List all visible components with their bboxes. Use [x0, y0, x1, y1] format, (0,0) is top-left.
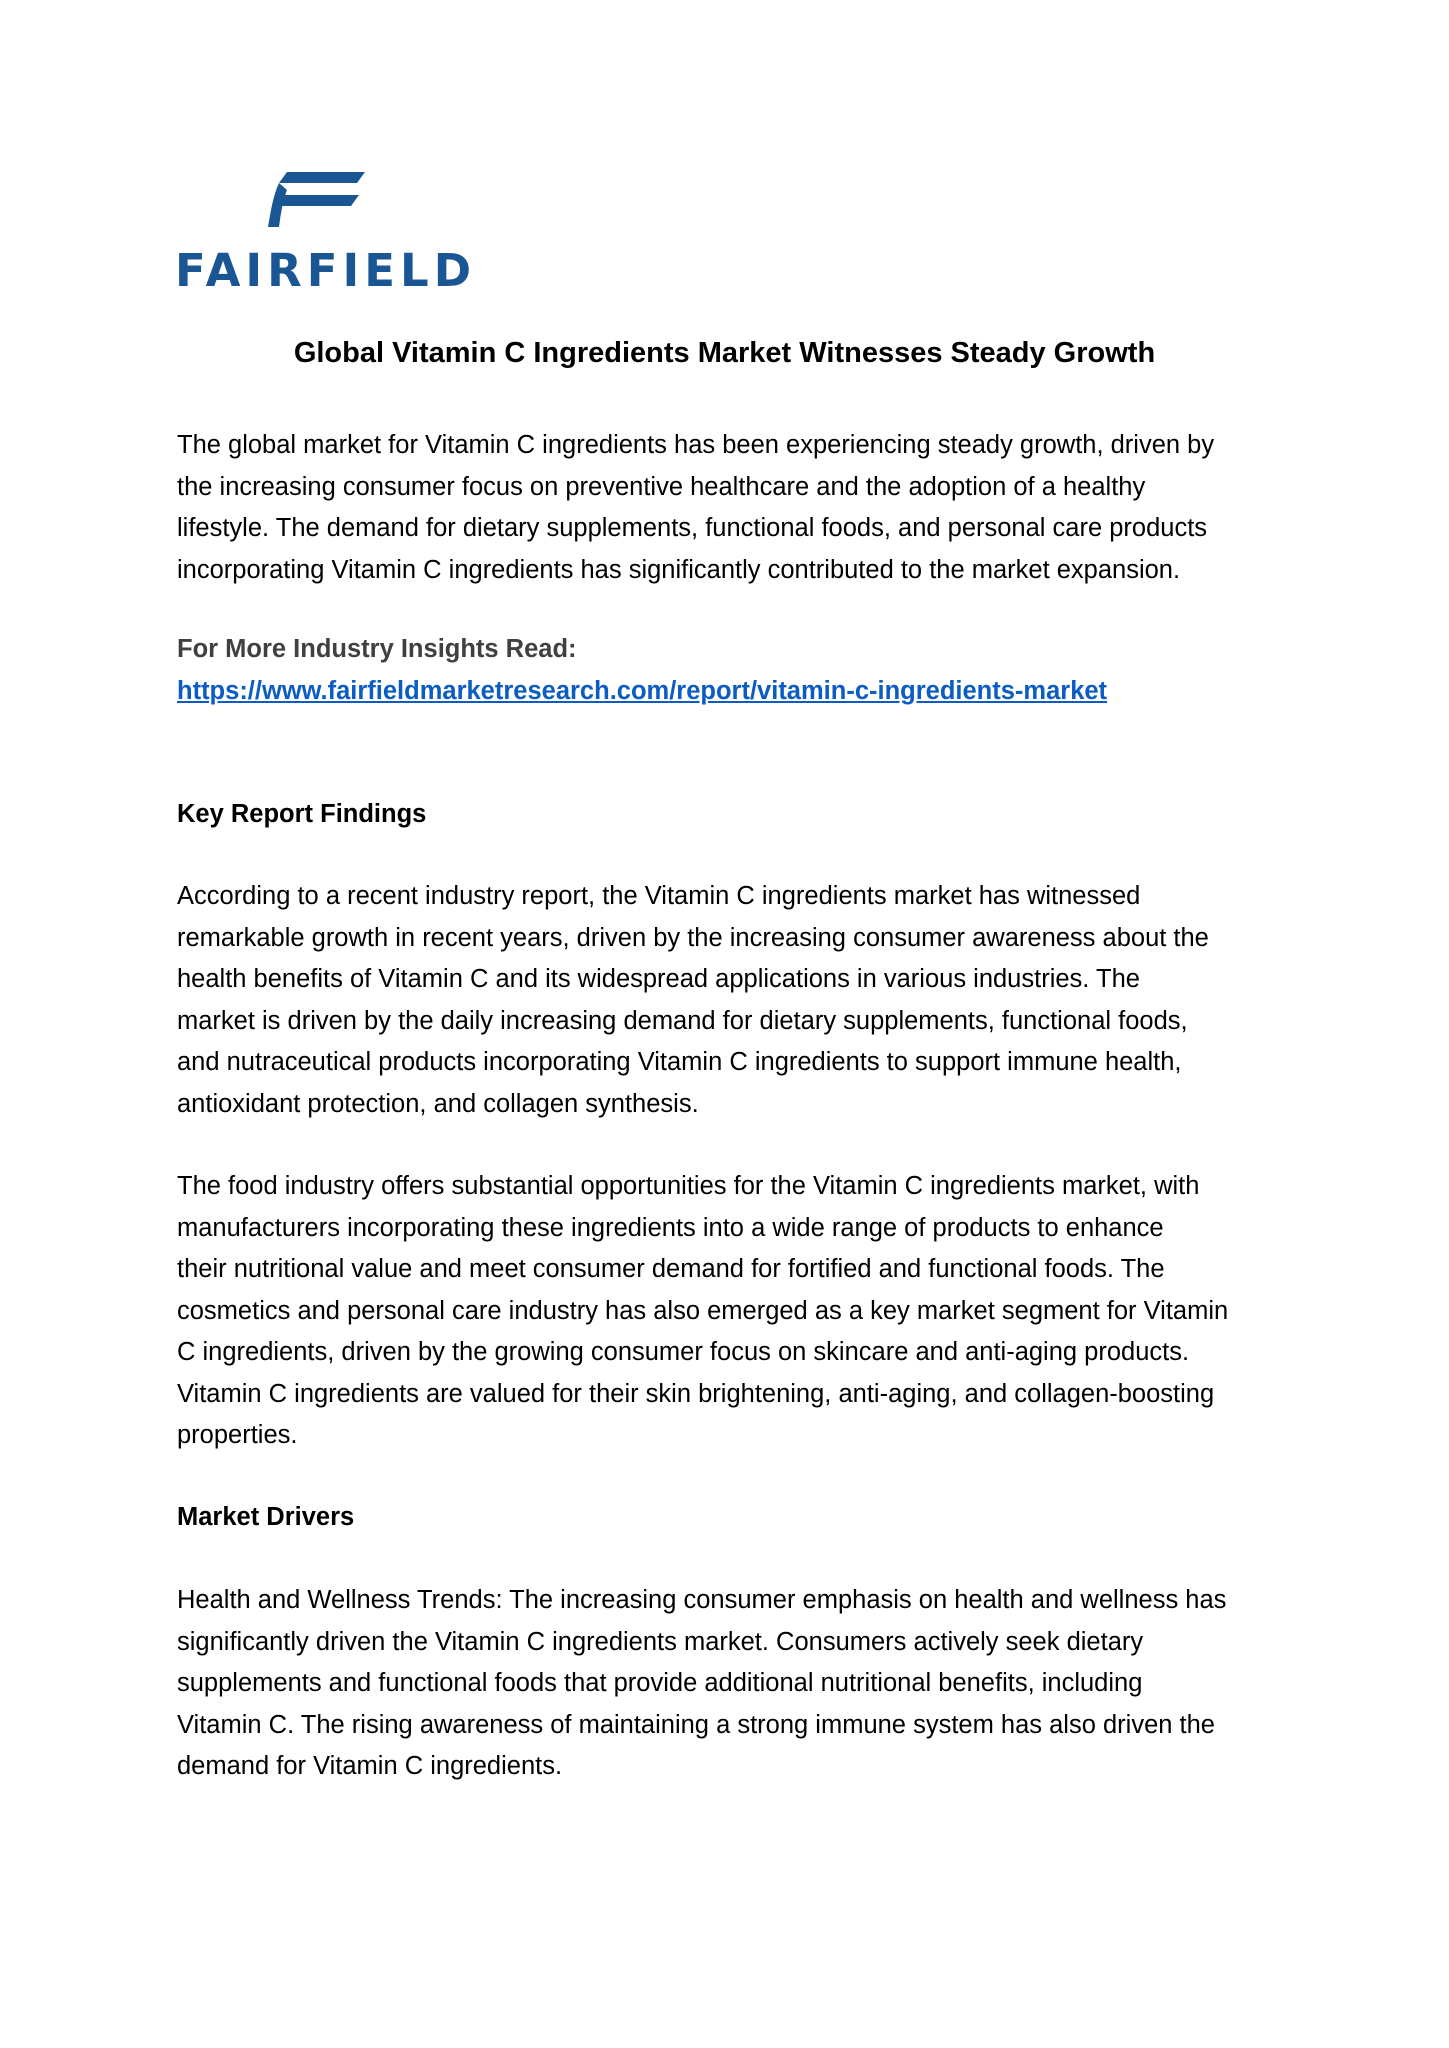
text-line: properties. [177, 1421, 298, 1449]
findings-paragraph-2 [177, 1166, 1297, 1457]
document-title: Global Vitamin C Ingredients Market Witnesses Steady Growth [293, 337, 1156, 369]
insights-label: For More Industry Insights Read: [177, 635, 577, 663]
text-line: The food industry offers substantial opportunities for the Vitamin C ingredients market, with [177, 1172, 1200, 1200]
logo-mark-icon [175, 172, 475, 242]
drivers-paragraph [177, 1580, 1297, 1788]
text-line: market is driven by the daily increasing demand for dietary supplements, functional foods, [177, 1006, 1188, 1035]
text-line: remarkable growth in recent years, driven by the increasing consumer awareness about the [177, 923, 1209, 952]
intro-paragraph [177, 425, 1297, 591]
text-line: manufacturers incorporating these ingredients into a wide range of products to enhance [177, 1213, 1164, 1242]
text-line: lifestyle. The demand for dietary supplements, functional foods, and personal care products [177, 514, 1208, 542]
section-heading-market-drivers: Market Drivers [177, 1503, 355, 1531]
text-line: supplements and functional foods that provide additional nutritional benefits, including [177, 1669, 1143, 1697]
text-line: their nutritional value and meet consumer demand for fortified and functional foods. The [177, 1255, 1165, 1283]
text-line: Health and Wellness Trends: The increasing consumer emphasis on health and wellness has [177, 1586, 1227, 1614]
text-line: C ingredients, driven by the growing consumer focus on skincare and anti-aging products. [177, 1338, 1190, 1366]
text-line: and nutraceutical products incorporating Vitamin C ingredients to support immune health, [177, 1048, 1182, 1076]
text-line: demand for Vitamin C ingredients. [177, 1752, 563, 1780]
text-line: the increasing consumer focus on preventive healthcare and the adoption of a healthy [177, 472, 1146, 501]
logo-wordmark: FAIRFIELD [175, 244, 477, 297]
text-line: significantly driven the Vitamin C ingredients market. Consumers actively seek dietary [177, 1627, 1144, 1656]
text-line: According to a recent industry report, the Vitamin C ingredients market has witnessed [177, 882, 1141, 910]
text-line: health benefits of Vitamin C and its widespread applications in various industries. The [177, 965, 1140, 993]
text-line: incorporating Vitamin C ingredients has significantly contributed to the market expansion. [177, 555, 1181, 584]
text-line: The global market for Vitamin C ingredients has been experiencing steady growth, driven by [177, 431, 1215, 459]
insights-block [177, 629, 1297, 712]
findings-paragraph-1 [177, 876, 1297, 1125]
text-line: Vitamin C ingredients are valued for their skin brightening, anti-aging, and collagen-boosting [177, 1379, 1215, 1408]
text-line: cosmetics and personal care industry has also emerged as a key market segment for Vitamin [177, 1296, 1229, 1325]
text-line: Vitamin C. The rising awareness of maintaining a strong immune system has also driven the [177, 1710, 1215, 1739]
fairfield-logo [175, 172, 475, 296]
section-heading-key-findings: Key Report Findings [177, 800, 427, 828]
insights-link[interactable]: https://www.fairfieldmarketresearch.com/report/vitamin-c-ingredients-market [177, 676, 1108, 705]
text-line: antioxidant protection, and collagen synthesis. [177, 1089, 699, 1118]
